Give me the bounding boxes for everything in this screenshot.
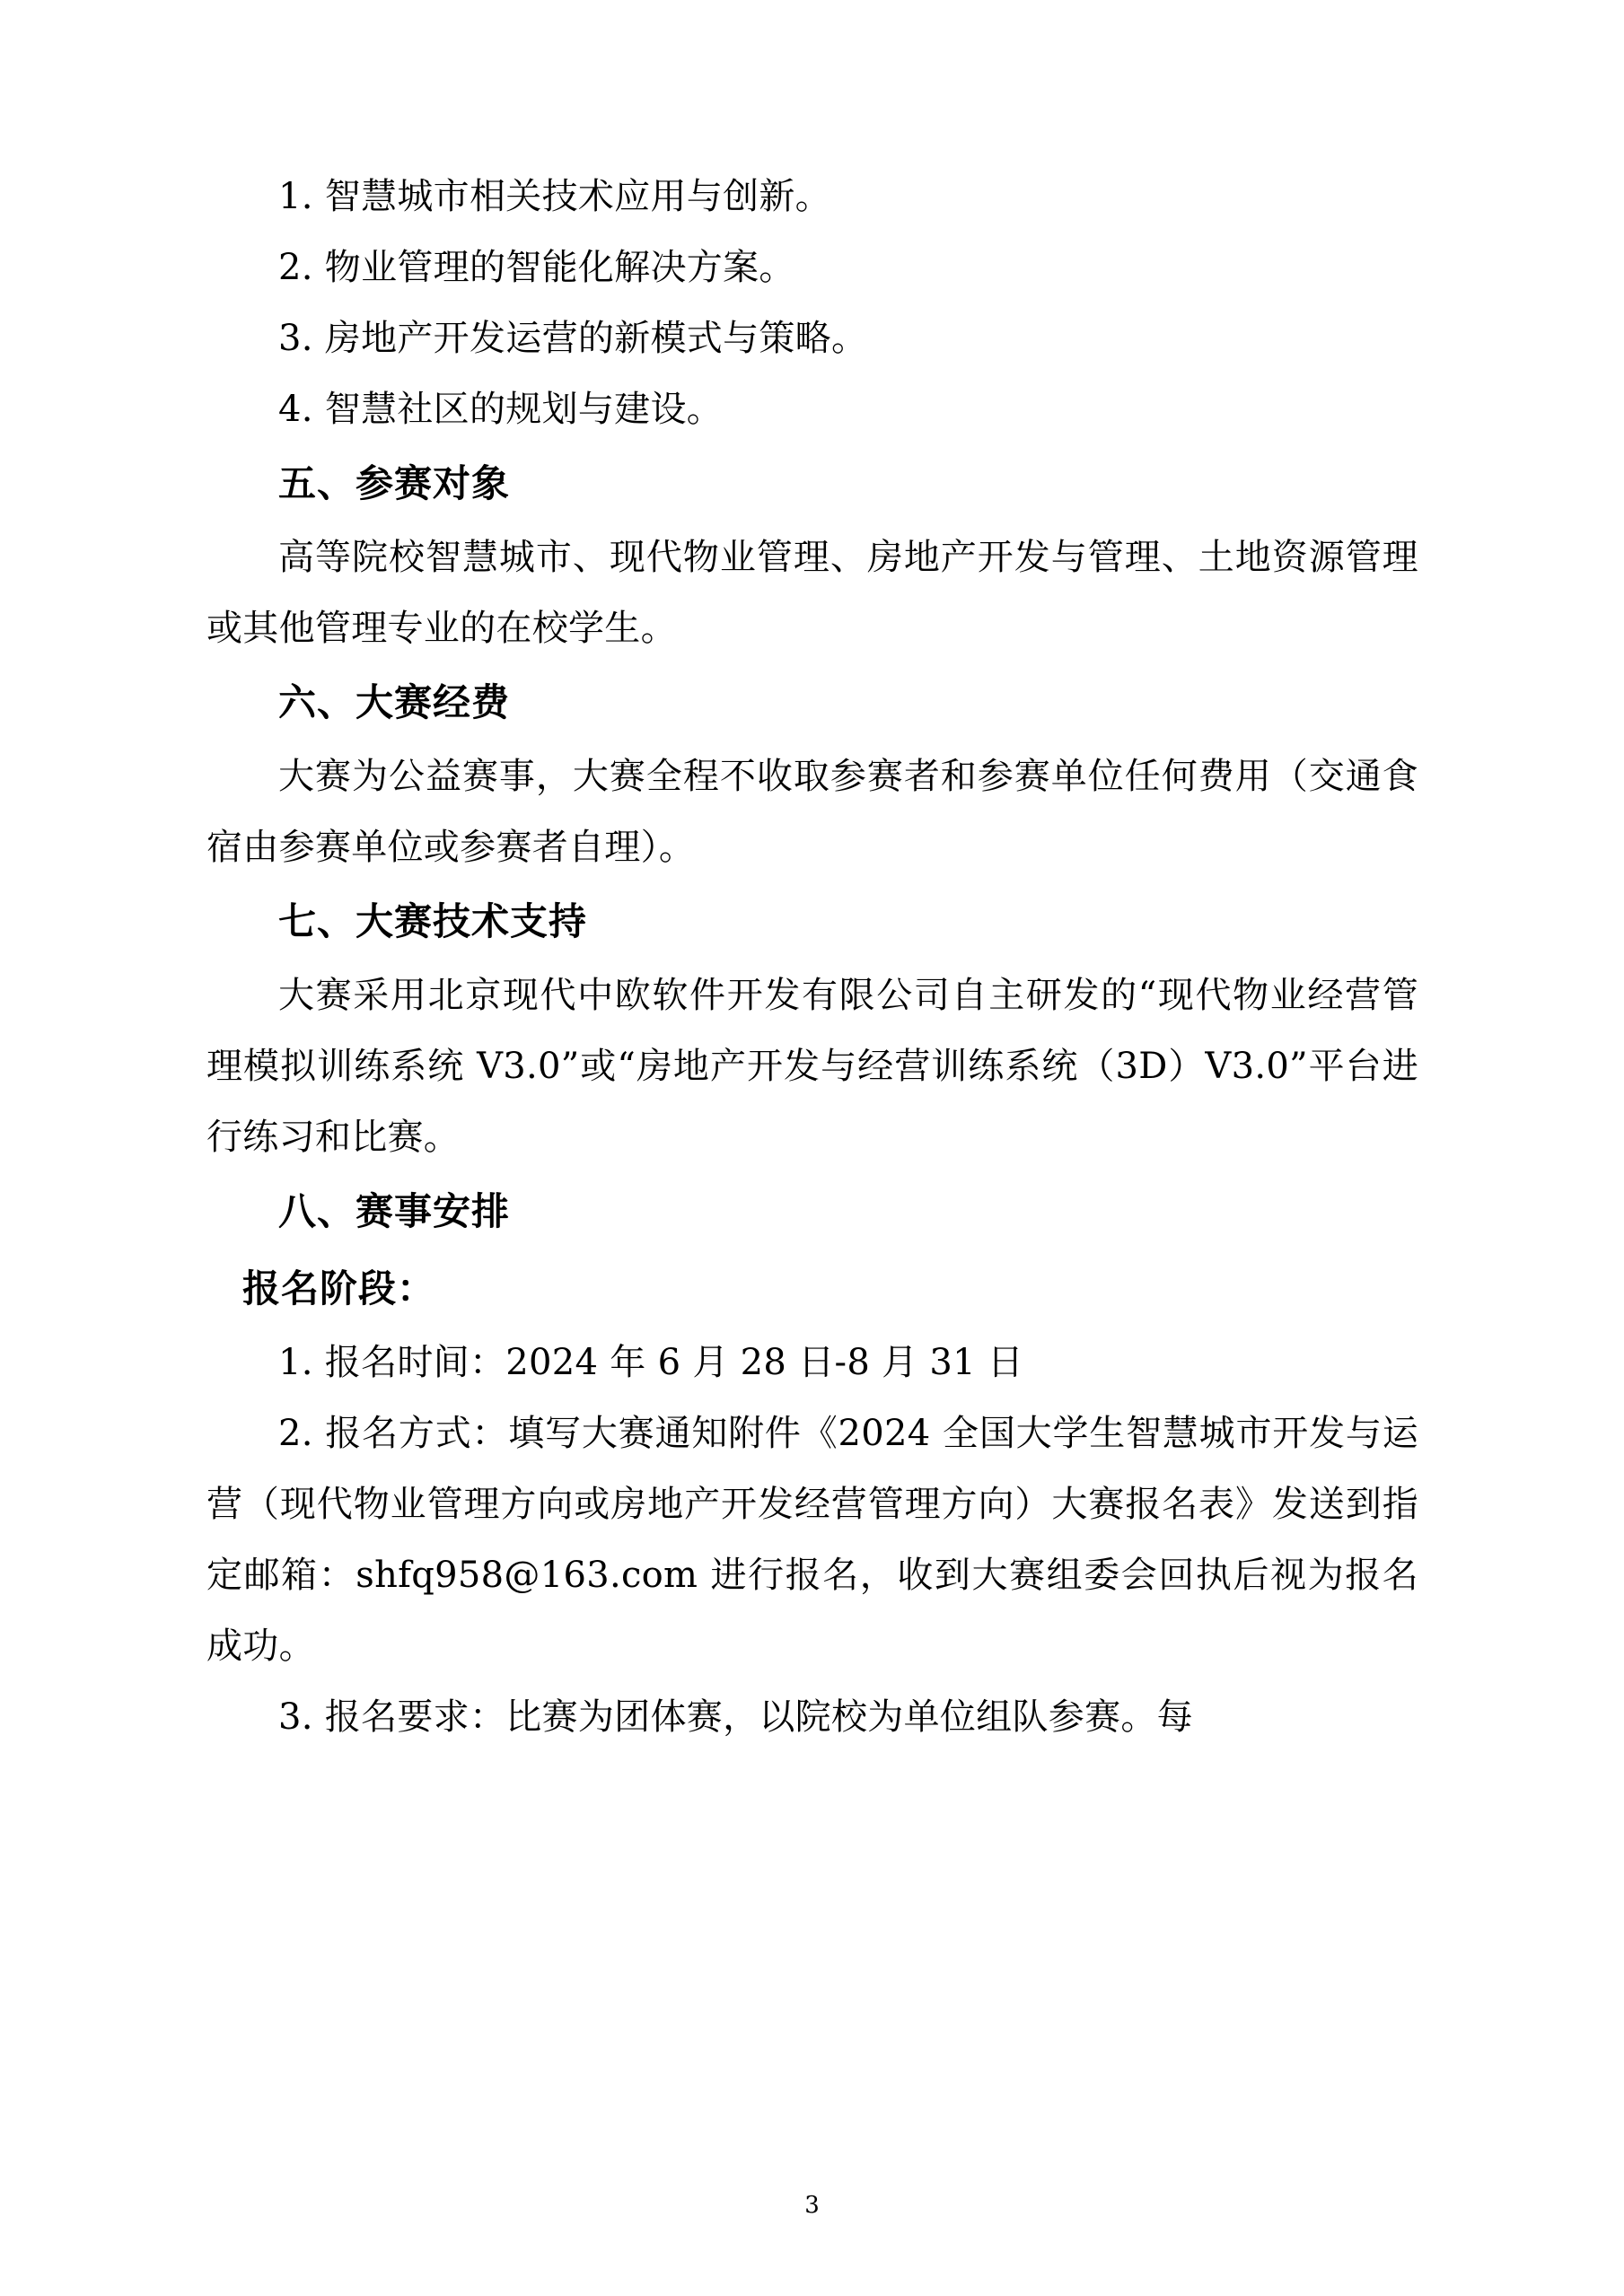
list-item: 3. 报名要求：比赛为团体赛，以院校为单位组队参赛。每 bbox=[278, 1696, 1193, 1738]
section-paragraph-funding: 大赛为公益赛事，大赛全程不收取参赛者和参赛单位任何费用（交通食宿由参赛单位或参赛者自理）。 bbox=[206, 756, 1418, 868]
list-item: 2. 物业管理的智能化解决方案。 bbox=[278, 247, 795, 288]
section-heading-seven: 七、大赛技术支持 bbox=[278, 899, 588, 943]
subsection-heading-registration: 报名阶段： bbox=[242, 1266, 436, 1310]
list-item: 2. 报名方式：填写大赛通知附件《2024 全国大学生智慧城市开发与运营（现代物业管理方向或房地产开发经营管理方向）大赛报名表》发送到指定邮箱：shfq958@163.com 进行报名，收到大赛组委会回执后视为报名成功。 bbox=[206, 1413, 1418, 1667]
section-heading-eight: 八、赛事安排 bbox=[278, 1189, 511, 1233]
list-item: 1. 报名时间：2024 年 6 月 28 日-8 月 31 日 bbox=[278, 1342, 1024, 1383]
section-heading-five: 五、参赛对象 bbox=[278, 461, 511, 505]
list-item: 1. 智慧城市相关技术应用与创新。 bbox=[278, 176, 831, 217]
list-item: 3. 房地产开发运营的新模式与策略。 bbox=[278, 318, 868, 359]
section-paragraph-technical-support: 大赛采用北京现代中欧软件开发有限公司自主研发的“现代物业经营管理模拟训练系统 V3.0”或“房地产开发与经营训练系统（3D）V3.0”平台进行练习和比赛。 bbox=[206, 975, 1418, 1158]
section-paragraph-participants: 高等院校智慧城市、现代物业管理、房地产开发与管理、土地资源管理或其他管理专业的在校学生。 bbox=[206, 537, 1418, 649]
page-number: 3 bbox=[804, 2192, 820, 2219]
list-item: 4. 智慧社区的规划与建设。 bbox=[278, 389, 724, 430]
section-heading-six: 六、大赛经费 bbox=[278, 680, 511, 724]
document-body bbox=[206, 162, 1418, 1753]
